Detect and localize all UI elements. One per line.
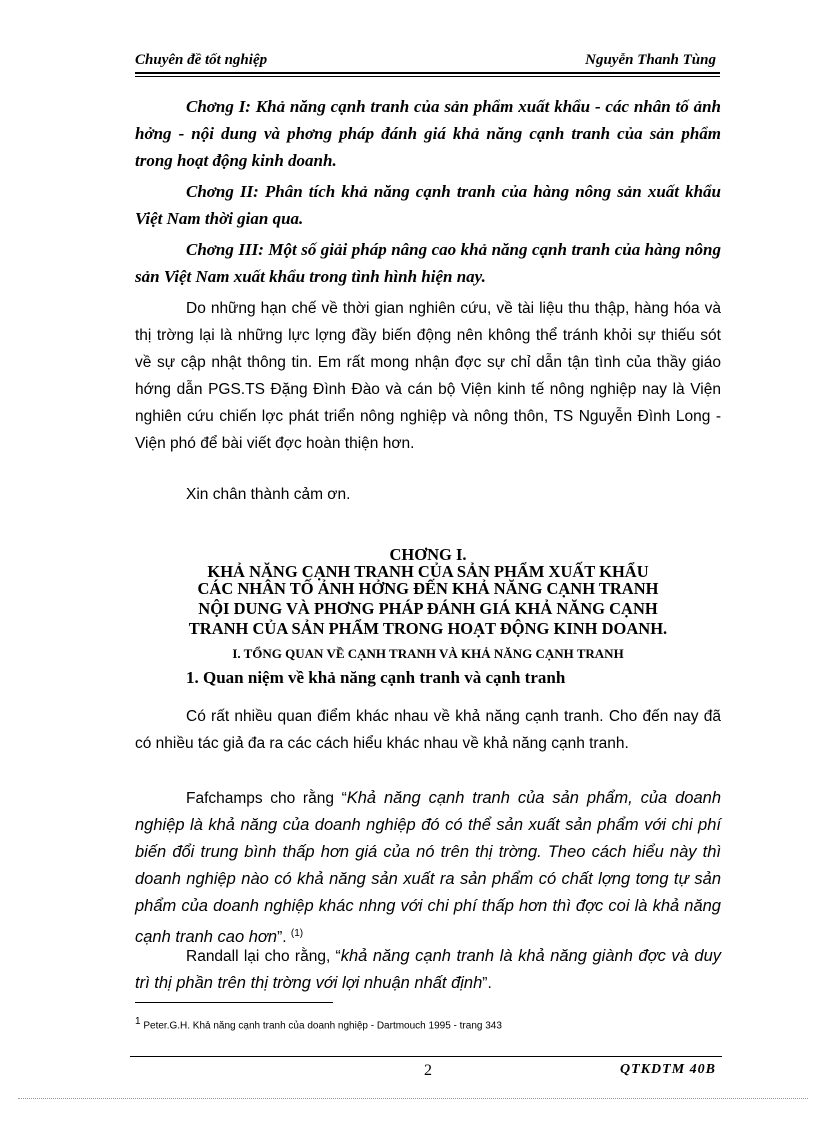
header-rule-thin [135, 76, 720, 77]
footnote [135, 1016, 502, 1031]
quote-lead: Fafchamps cho rằng “ [186, 790, 347, 807]
chapter-overview-3: Chơng III: Một số giải pháp nâng cao khả năng cạnh tranh của hàng nông sản Việt Nam xuất khẩu trong tình hình hiện nay. [135, 240, 721, 286]
chapter-overview-2: Chơng II: Phân tích khả năng cạnh tranh của hàng nông sản xuất khẩu Việt Nam thời gian qua. [135, 182, 721, 228]
section-title: I. TỔNG QUAN VỀ CẠNH TRANH VÀ KHẢ NĂNG CẠNH TRANH [232, 646, 624, 661]
quote-lead: Randall lại cho rằng, “ [186, 948, 341, 965]
quote-tail: ”. [482, 975, 492, 992]
page-number: 2 [424, 1062, 432, 1079]
body-paragraph-3 [135, 943, 721, 997]
quote-tail: ”. [277, 929, 291, 947]
footer-rule [130, 1056, 722, 1057]
chapter-title-line-3: NỘI DUNG VÀ PHƠNG PHÁP ĐÁNH GIÁ KHẢ NĂNG CẠNH [198, 599, 658, 618]
thanks-line: Xin chân thành cảm ơn. [186, 486, 351, 503]
header-left-text: Chuyên đề tốt nghiệp [135, 52, 268, 68]
body-paragraph-2 [135, 785, 721, 951]
footnote-reference: (1) [290, 928, 304, 939]
body-paragraph-1: Có rất nhiều quan điểm khác nhau về khả năng cạnh tranh. Cho đến nay đã có nhiều tác giả đa ra các cách hiểu khác nhau về khả năng cạnh tranh. [135, 708, 721, 752]
chapter-title-line-1: KHẢ NĂNG CẠNH TRANH CỦA SẢN PHẨM XUẤT KHẨU [207, 562, 649, 581]
chapter-title-line-2: CÁC NHÂN TỐ ẢNH HỞNG ĐẾN KHẢ NĂNG CẠNH TRANH [197, 579, 659, 598]
chapter-label: CHƠNG I. [389, 545, 467, 564]
fafchamps-quote: Khả năng cạnh tranh của sản phẩm, của doanh nghiệp là khả năng của doanh nghiệp đó có thể sản xuất sản phẩm với chi phí biến đổi trung bình thấp hơn giá của nó trên thị trờng. Theo cách hiểu này thì doanh nghiệp nào có khả năng sản xuất ra sản phẩm có chất lợng tơng tự sản phẩm của doanh nghiệp khác nhng với chi phí thấp hơn thì đợc coi là khả năng cạnh tranh cao hơn [135, 789, 721, 947]
chapter-overview-1: Chơng I: Khả năng cạnh tranh của sản phẩm xuất khẩu - các nhân tố ảnh hởng - nội dung và phơng pháp đánh giá khả năng cạnh tranh của sản phẩm trong hoạt động kinh doanh. [135, 97, 721, 170]
footnote-separator [135, 1002, 333, 1003]
page-break-line [18, 1098, 808, 1099]
intro-paragraph: Do những hạn chế về thời gian nghiên cứu, về tài liệu thu thập, hàng hóa và thị trờng lại là những lực lợng đầy biến động nên không thể tránh khỏi sự thiếu sót về sự cập nhật thông tin. Em rất mong nhận đợc sự chỉ dẫn tận tình của thầy giáo hớng dẫn PGS.TS Đặng Đình Đào và cán bộ Viện kinh tế nông nghiệp nay là Viện nghiên cứu chiến lợc phát triển nông nghiệp và nông thôn, TS Nguyễn Đình Long - Viện phó để bài viết đợc hoàn thiện hơn. [135, 300, 721, 452]
footnote-mark: 1 [135, 1016, 141, 1027]
subsection-title: 1. Quan niệm về khả năng cạnh tranh và cạnh tranh [186, 668, 566, 687]
chapter-title-line-4: TRANH CỦA SẢN PHẨM TRONG HOẠT ĐỘNG KINH DOANH. [188, 619, 668, 638]
randall-quote: khả năng cạnh tranh là khả năng giành đợc và duy trì thị phần trên thị trờng với lợi nhuận nhất định [135, 947, 721, 992]
header-right-text: Nguyễn Thanh Tùng [585, 52, 716, 68]
footnote-text: Peter.G.H. Khả năng cạnh tranh của doanh nghiệp - Dartmouch 1995 - trang 343 [140, 1020, 502, 1032]
page-header [135, 52, 720, 74]
header-rule-thick [135, 72, 720, 74]
footer-code: QTKDTM 40B [620, 1062, 716, 1077]
